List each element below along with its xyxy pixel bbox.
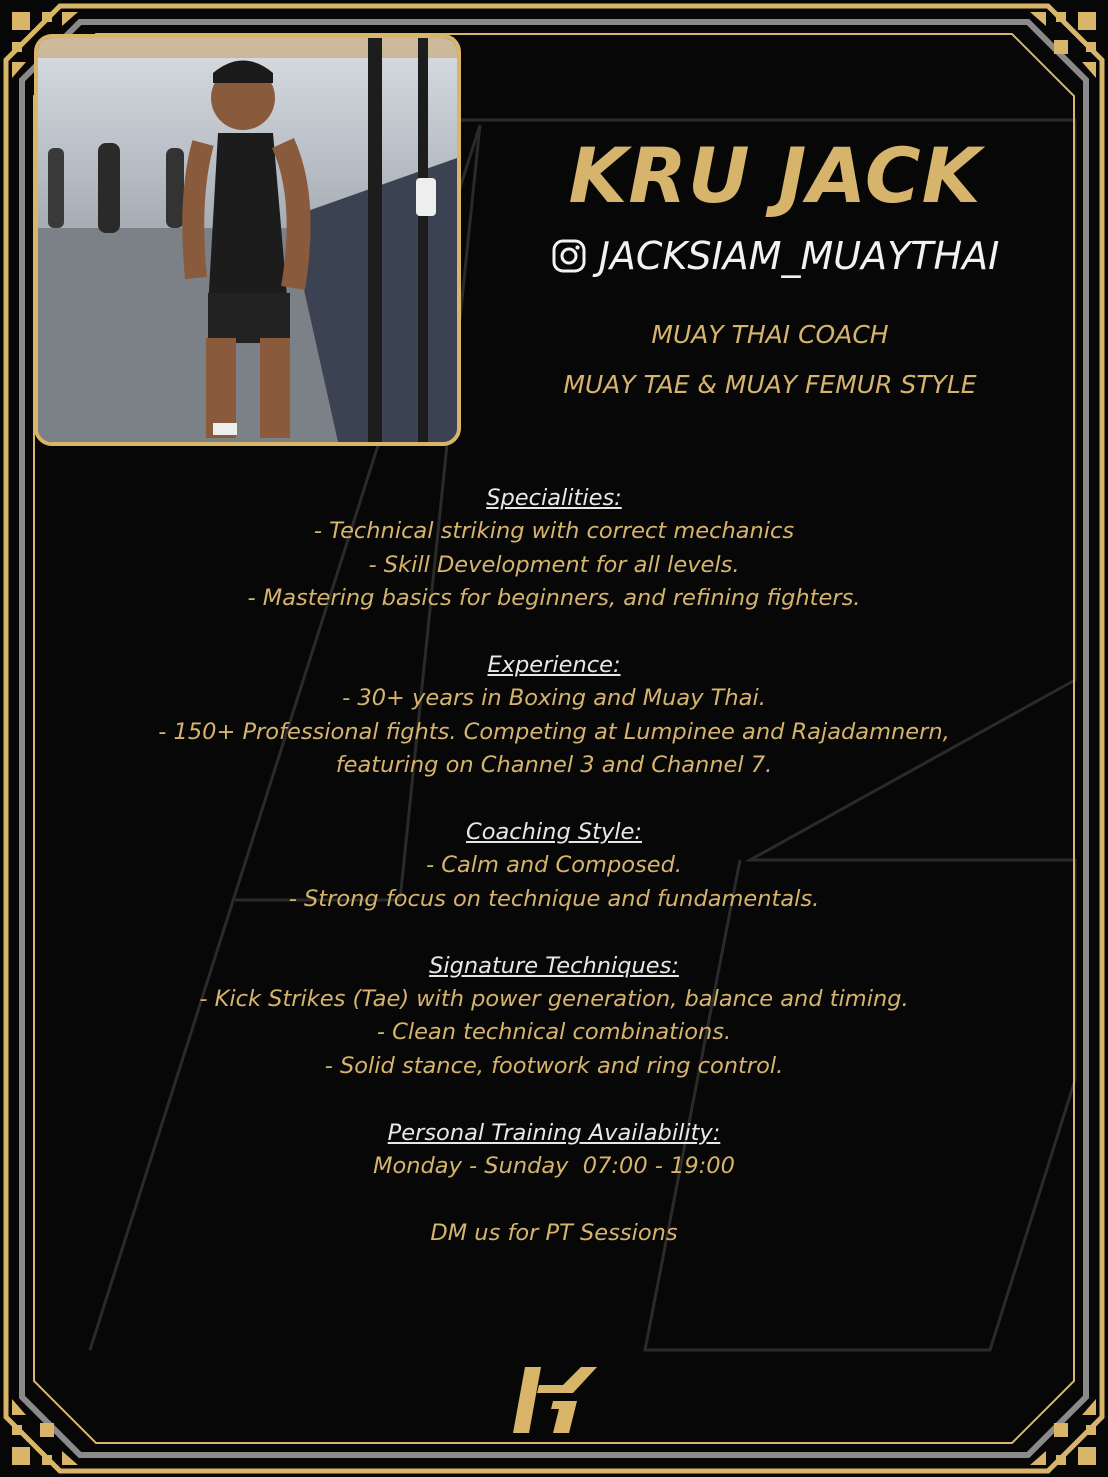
section-heading: Personal Training Availability: [387,1119,721,1146]
section-heading: Specialities: [486,485,622,511]
k-logo [511,1367,597,1433]
section-line: - Clean technical combinations. [376,1019,732,1046]
coach-name: KRU JACK [568,131,982,220]
instagram-handle-link[interactable] [470,234,1080,278]
section-line: featuring on Channel 3 and Channel 7. [335,752,773,779]
section-heading: Coaching Style: [466,819,642,846]
section-line: - Strong focus on technique and fundamentals. [288,885,820,912]
section-line: - Calm and Composed. [425,852,682,879]
spacer [100,916,1008,949]
section-line: - Kick Strikes (Tae) with power generation, balance and timing. [199,986,909,1013]
spacer [100,783,1008,816]
section-line: - Skill Development for all levels. [368,551,740,578]
section-heading: Experience: [487,652,621,679]
spacer [100,1183,1008,1216]
section-line: - Solid stance, footwork and ring control. [324,1052,784,1079]
experience-block [100,649,1008,783]
spacer [100,1083,1008,1116]
coach-role: MUAY THAI COACH [651,320,889,349]
specialities-block [100,482,1008,616]
section-line: - Mastering basics for beginners, and refining fighters. [247,585,861,612]
spacer [100,616,1008,649]
section-line: - 30+ years in Boxing and Muay Thai. [342,685,766,712]
availability-block [100,1117,1008,1184]
section-line: - Technical striking with correct mechanics [313,518,795,545]
bio-section [100,482,1008,1250]
section-heading: Signature Techniques: [429,952,679,979]
section-line: - 150+ Professional fights. Competing at Lumpinee and Rajadamnern, [158,718,950,745]
coach-style: MUAY TAE & MUAY FEMUR STYLE [563,370,977,399]
instagram-icon [551,238,587,274]
availability-hours: Monday - Sunday 07:00 - 19:00 [373,1153,735,1180]
dm-call-to-action: DM us for PT Sessions [430,1219,678,1246]
signature-techniques-block [100,950,1008,1084]
coach-photo [34,34,461,446]
coaching-style-block [100,816,1008,916]
instagram-handle-text: JACKSIAM_MUAYTHAI [598,234,1000,278]
